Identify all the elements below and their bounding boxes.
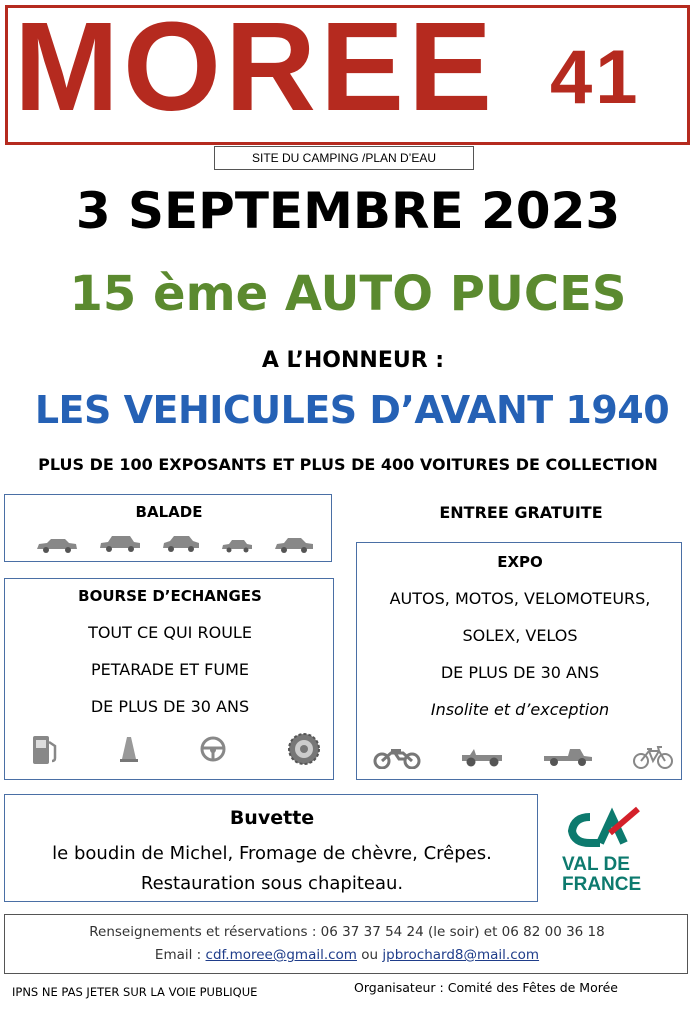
car-icon	[161, 535, 201, 553]
logo-mark-icon	[560, 803, 650, 895]
buvette-title: Buvette	[229, 807, 315, 829]
department-number: 41	[550, 35, 641, 120]
fuel-pump-icon	[31, 732, 59, 766]
location-label: SITE DU CAMPING /PLAN D’EAU	[214, 146, 474, 170]
expo-line: AUTOS, MOTOS, VELOMOTEURS,	[389, 589, 651, 608]
buvette-line: le boudin de Michel, Fromage de chèvre, Crêpes.	[52, 843, 492, 864]
balade-panel	[4, 494, 332, 562]
email-link-2[interactable]: jpbrochard8@mail.com	[382, 947, 540, 963]
email-link-1[interactable]: cdf.moree@gmail.com	[205, 947, 357, 963]
jeep-icon	[460, 745, 504, 769]
bourse-icons	[31, 731, 321, 767]
logo-line1: VAL DE	[562, 854, 630, 875]
buvette-line: Restauration sous chapiteau.	[140, 873, 404, 894]
steering-wheel-icon	[200, 736, 226, 762]
buvette-panel	[4, 794, 538, 902]
info-email-line	[5, 947, 689, 963]
motorcycle-icon	[373, 745, 421, 769]
car-icon	[35, 537, 79, 553]
balade-title: BALADE	[135, 503, 203, 521]
expo-line: SOLEX, VELOS	[462, 626, 578, 645]
expo-title: EXPO	[497, 553, 543, 571]
bourse-line: PETARADE ET FUME	[91, 660, 249, 679]
bourse-title: BOURSE D’ECHANGES	[78, 587, 262, 605]
bicycle-icon	[633, 745, 673, 769]
event-date: 3 SEPTEMBRE 2023	[75, 182, 621, 240]
balade-cars	[35, 531, 315, 553]
email-label: Email :	[154, 947, 206, 963]
honneur-heading: A L’HONNEUR :	[261, 348, 445, 373]
traffic-cone-icon	[120, 735, 138, 763]
ipns-notice: IPNS NE PAS JETER SUR LA VOIE PUBLIQUE	[12, 985, 258, 999]
email-separator: ou	[356, 947, 383, 963]
car-icon	[98, 535, 142, 553]
pickup-truck-icon	[542, 746, 594, 768]
entree-gratuite: ENTREE GRATUITE	[439, 503, 603, 522]
tire-icon	[287, 732, 321, 766]
expo-panel	[356, 542, 682, 780]
info-panel	[4, 914, 688, 974]
expo-line: DE PLUS DE 30 ANS	[440, 663, 600, 682]
info-phone-line: Renseignements et réservations : 06 37 37 54 24 (le soir) et 06 82 00 36 18	[89, 924, 605, 940]
event-edition: 15 ème AUTO PUCES	[69, 266, 627, 322]
theme-heading: LES VEHICULES D’AVANT 1940	[34, 388, 670, 432]
organisateur: Organisateur : Comité des Fêtes de Morée	[354, 980, 618, 995]
exposants-line: PLUS DE 100 EXPOSANTS ET PLUS DE 400 VOITURES DE COLLECTION	[38, 455, 658, 474]
bourse-panel	[4, 578, 334, 780]
bourse-line: DE PLUS DE 30 ANS	[90, 697, 250, 716]
car-icon	[220, 539, 254, 553]
town-title: MOREE	[14, 0, 497, 137]
logo-line2: FRANCE	[562, 874, 642, 895]
expo-italic-line: Insolite et d’exception	[430, 700, 610, 719]
car-icon	[273, 537, 315, 553]
val-de-france-logo	[560, 803, 650, 895]
expo-icons	[373, 743, 673, 771]
bourse-line: TOUT CE QUI ROULE	[88, 623, 252, 642]
